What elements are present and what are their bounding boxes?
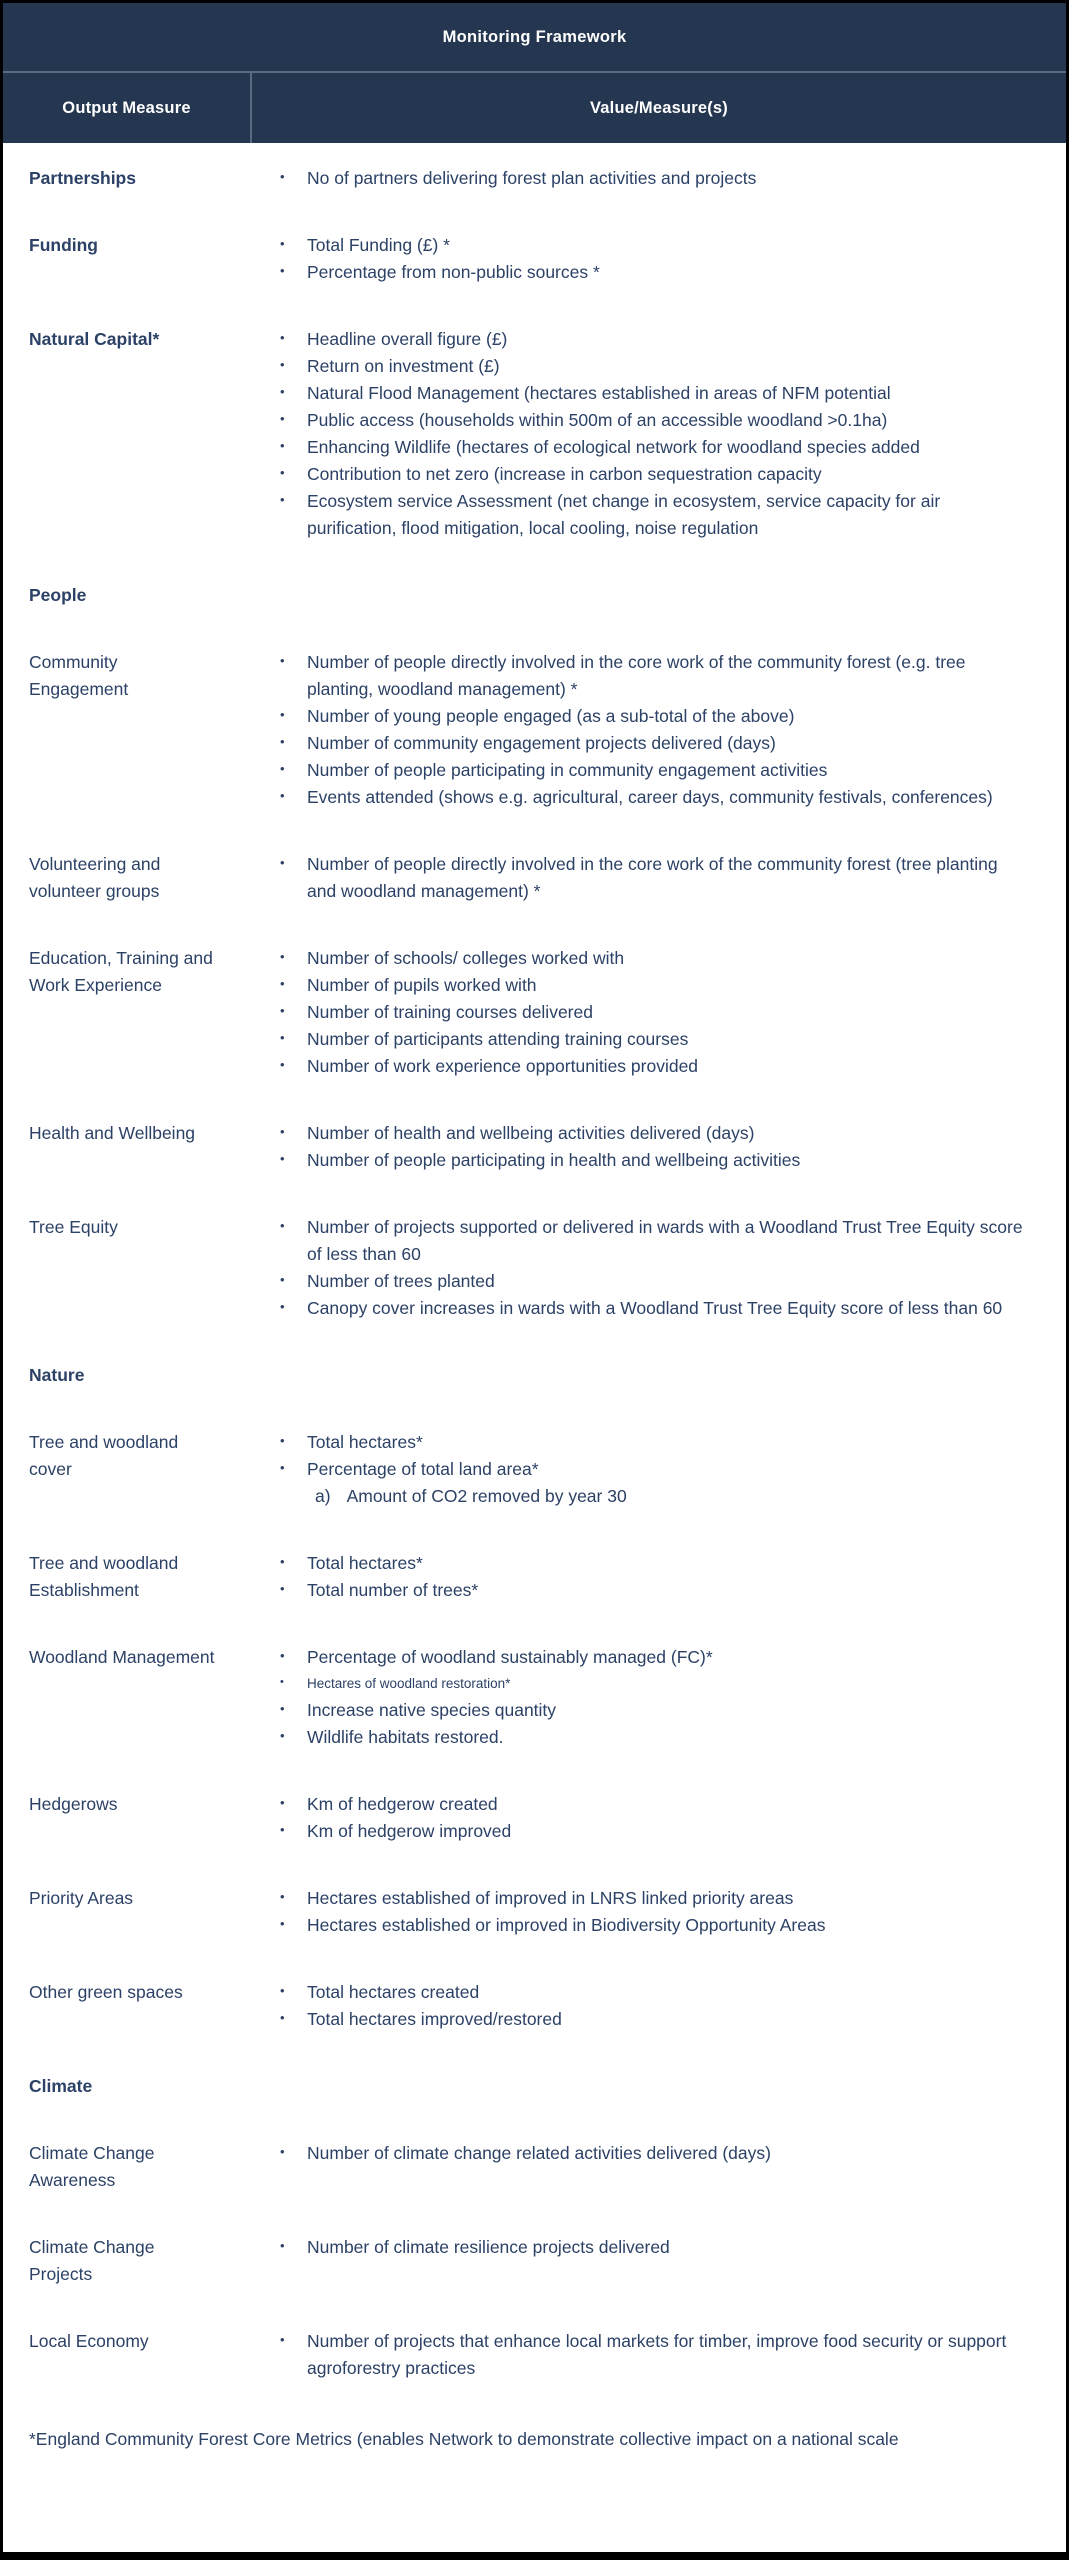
bullet-icon: • bbox=[280, 949, 285, 964]
bullet-icon: • bbox=[280, 1057, 285, 1072]
bullet-list-item bbox=[280, 730, 1036, 757]
bullet-icon: • bbox=[280, 1916, 285, 1931]
bullet-icon: • bbox=[280, 1218, 285, 1233]
bullet-icon: • bbox=[280, 2010, 285, 2025]
bullet-list-item bbox=[280, 259, 1036, 286]
output-measure-label: Community Engagement bbox=[29, 652, 129, 699]
bullet-icon: • bbox=[280, 761, 285, 776]
column-header-output-measure: Output Measure bbox=[3, 73, 252, 143]
value-measures-list bbox=[250, 1791, 1066, 1845]
measure-row bbox=[3, 1624, 1066, 1771]
bullet-list-item bbox=[280, 407, 1036, 434]
bullet-list-item bbox=[280, 757, 1036, 784]
bullet-icon: • bbox=[280, 1272, 285, 1287]
bullet-icon: • bbox=[280, 855, 285, 870]
bullet-list-item bbox=[280, 2140, 1036, 2167]
value-measure-text: Number of training courses delivered bbox=[307, 1002, 593, 1022]
value-measures-list bbox=[250, 649, 1066, 811]
value-measure-text: Events attended (shows e.g. agricultural, career days, community festivals, conferences) bbox=[307, 787, 993, 807]
measure-row bbox=[3, 629, 1066, 831]
bullet-icon: • bbox=[280, 357, 285, 372]
bullet-list-item bbox=[280, 1671, 1036, 1697]
footnote-text: *England Community Forest Core Metrics (enables Network to demonstrate collective impact on a national scale bbox=[29, 2429, 899, 2449]
measure-row bbox=[3, 306, 1066, 562]
bullet-list-item bbox=[280, 1456, 1036, 1483]
value-measures-list bbox=[250, 1644, 1066, 1751]
bullet-list-item bbox=[280, 1053, 1036, 1080]
measure-row bbox=[3, 1959, 1066, 2053]
value-measures-list bbox=[250, 1120, 1066, 1174]
output-measure-label: Tree and woodland cover bbox=[29, 1432, 179, 1479]
bullet-list-item bbox=[280, 1885, 1036, 1912]
value-measure-text: Km of hedgerow created bbox=[307, 1794, 498, 1814]
bullet-icon: • bbox=[280, 1795, 285, 1810]
bullet-list-item bbox=[280, 1644, 1036, 1671]
value-measures-list bbox=[250, 1979, 1066, 2033]
measure-row bbox=[3, 2214, 1066, 2308]
value-measures-list bbox=[250, 1550, 1066, 1604]
bullet-list-item bbox=[280, 1818, 1036, 1845]
output-measure-label: Natural Capital* bbox=[29, 329, 160, 349]
bullet-icon: • bbox=[280, 788, 285, 803]
value-measure-text: Contribution to net zero (increase in carbon sequestration capacity bbox=[307, 464, 822, 484]
value-measure-text: Wildlife habitats restored. bbox=[307, 1727, 504, 1747]
bullet-list-item bbox=[280, 1697, 1036, 1724]
bullet-icon: • bbox=[280, 2332, 285, 2347]
table-body bbox=[3, 143, 1066, 2552]
bullet-icon: • bbox=[280, 1701, 285, 1716]
measure-row bbox=[3, 831, 1066, 925]
bullet-list-item bbox=[280, 1912, 1036, 1939]
measure-row bbox=[3, 1409, 1066, 1530]
value-measure-text: Total hectares* bbox=[307, 1432, 423, 1452]
bullet-icon: • bbox=[280, 653, 285, 668]
value-measure-text: Hectares established of improved in LNRS linked priority areas bbox=[307, 1888, 794, 1908]
value-measure-text: Amount of CO2 removed by year 30 bbox=[346, 1486, 627, 1506]
bullet-icon: • bbox=[280, 1460, 285, 1475]
measure-row bbox=[3, 1530, 1066, 1624]
value-measure-text: Percentage of woodland sustainably managed (FC)* bbox=[307, 1647, 713, 1667]
output-measure-label: Woodland Management bbox=[29, 1647, 215, 1667]
column-header-value-measures: Value/Measure(s) bbox=[589, 98, 728, 117]
value-measure-text: Percentage of total land area* bbox=[307, 1459, 539, 1479]
bullet-icon: • bbox=[280, 236, 285, 251]
value-measures-list bbox=[250, 851, 1066, 905]
value-measures-list bbox=[250, 165, 1066, 192]
value-measure-text: Ecosystem service Assessment (net change in ecosystem, service capacity for air purification, flood mitigation, local cooling, noise regulation bbox=[307, 491, 941, 538]
bullet-list-item bbox=[280, 999, 1036, 1026]
table-title-row bbox=[3, 3, 1066, 73]
bullet-list-item bbox=[280, 232, 1036, 259]
bullet-list-item bbox=[280, 1120, 1036, 1147]
bullet-list-item bbox=[280, 488, 1036, 542]
bullet-icon: • bbox=[280, 438, 285, 453]
output-measure-label: Tree Equity bbox=[29, 1217, 118, 1237]
bullet-list-item bbox=[280, 326, 1036, 353]
value-measure-text: Return on investment (£) bbox=[307, 356, 500, 376]
bullet-icon: • bbox=[280, 1554, 285, 1569]
output-measure-label: Hedgerows bbox=[29, 1794, 118, 1814]
bullet-icon: • bbox=[280, 492, 285, 507]
bullet-list-item bbox=[280, 1979, 1036, 2006]
value-measure-text: Number of pupils worked with bbox=[307, 975, 537, 995]
bullet-icon: • bbox=[280, 2238, 285, 2253]
measure-row bbox=[3, 145, 1066, 212]
value-measure-text: Total hectares created bbox=[307, 1982, 480, 2002]
value-measure-text: Number of trees planted bbox=[307, 1271, 495, 1291]
value-measure-text: Number of climate change related activities delivered (days) bbox=[307, 2143, 771, 2163]
value-measure-text: Headline overall figure (£) bbox=[307, 329, 508, 349]
value-measure-text: Number of health and wellbeing activities delivered (days) bbox=[307, 1123, 755, 1143]
bullet-list-item bbox=[280, 1791, 1036, 1818]
bullet-icon: • bbox=[280, 1124, 285, 1139]
value-measures-list bbox=[250, 2234, 1066, 2288]
footnote-row bbox=[3, 2402, 1066, 2473]
bullet-list-item bbox=[280, 1268, 1036, 1295]
value-measure-text: Number of young people engaged (as a sub-total of the above) bbox=[307, 706, 795, 726]
value-measures-list bbox=[250, 1885, 1066, 1939]
output-measure-label: Health and Wellbeing bbox=[29, 1123, 196, 1143]
bullet-list-item bbox=[280, 1577, 1036, 1604]
measure-row bbox=[3, 1100, 1066, 1194]
bullet-icon: • bbox=[280, 1151, 285, 1166]
value-measure-text: Total hectares* bbox=[307, 1553, 423, 1573]
bullet-list-item bbox=[280, 649, 1036, 703]
bullet-list-item bbox=[280, 1724, 1036, 1751]
bullet-icon: • bbox=[280, 1822, 285, 1837]
bullet-list-item bbox=[280, 461, 1036, 488]
value-measure-text: Increase native species quantity bbox=[307, 1700, 557, 1720]
bullet-list-item bbox=[280, 2328, 1036, 2382]
bottom-bar bbox=[3, 2552, 1066, 2560]
value-measures-list bbox=[250, 232, 1066, 286]
bullet-list-item bbox=[280, 1295, 1036, 1322]
bullet-list-item bbox=[280, 851, 1036, 905]
column-header-row bbox=[3, 73, 1066, 143]
bullet-icon: • bbox=[280, 1676, 284, 1688]
bullet-icon: • bbox=[280, 169, 285, 184]
bullet-icon: • bbox=[280, 411, 285, 426]
output-measure-label: People bbox=[29, 585, 87, 605]
value-measure-text: Number of projects that enhance local markets for timber, improve food security or support agroforestry practices bbox=[307, 2331, 1007, 2378]
value-measure-text: Canopy cover increases in wards with a Woodland Trust Tree Equity score of less than 60 bbox=[307, 1298, 1003, 1318]
value-measure-text: Number of climate resilience projects delivered bbox=[307, 2237, 670, 2257]
bullet-list-item bbox=[280, 1147, 1036, 1174]
bullet-list-item bbox=[280, 945, 1036, 972]
section-header-row bbox=[3, 562, 1066, 629]
bullet-icon: • bbox=[280, 1433, 285, 1448]
output-measure-label: Volunteering and volunteer groups bbox=[29, 854, 161, 901]
value-measures-list bbox=[250, 2328, 1066, 2382]
output-measure-label: Education, Training and Work Experience bbox=[29, 948, 213, 995]
measure-row bbox=[3, 1194, 1066, 1342]
value-measure-text: Public access (households within 500m of an accessible woodland >0.1ha) bbox=[307, 410, 888, 430]
lettered-sub-item bbox=[280, 1483, 1036, 1510]
value-measures-list bbox=[250, 1429, 1066, 1510]
value-measure-text: Number of people directly involved in the core work of the community forest (e.g. tree planting, woodland management) * bbox=[307, 652, 966, 699]
bullet-icon: • bbox=[280, 384, 285, 399]
value-measure-text: Number of people participating in health and wellbeing activities bbox=[307, 1150, 801, 1170]
bullet-icon: • bbox=[280, 707, 285, 722]
value-measure-text: Number of people directly involved in the core work of the community forest (tree planting and woodland management) * bbox=[307, 854, 998, 901]
bullet-list-item bbox=[280, 784, 1036, 811]
bullet-list-item bbox=[280, 1429, 1036, 1456]
bullet-list-item bbox=[280, 165, 1036, 192]
bullet-icon: • bbox=[280, 1299, 285, 1314]
value-measure-text: Enhancing Wildlife (hectares of ecological network for woodland species added bbox=[307, 437, 920, 457]
value-measure-text: Hectares of woodland restoration* bbox=[307, 1676, 511, 1691]
measure-row bbox=[3, 1865, 1066, 1959]
measure-row bbox=[3, 2308, 1066, 2402]
value-measure-text: Number of community engagement projects delivered (days) bbox=[307, 733, 776, 753]
bullet-list-item bbox=[280, 1214, 1036, 1268]
value-measures-list bbox=[250, 2140, 1066, 2194]
value-measure-text: Natural Flood Management (hectares established in areas of NFM potential bbox=[307, 383, 891, 403]
bullet-list-item bbox=[280, 703, 1036, 730]
value-measure-text: Percentage from non-public sources * bbox=[307, 262, 600, 282]
bullet-icon: • bbox=[280, 1648, 285, 1663]
value-measure-text: Number of projects supported or delivered in wards with a Woodland Trust Tree Equity score of less than 60 bbox=[307, 1217, 1023, 1264]
bullet-list-item bbox=[280, 380, 1036, 407]
value-measure-text: Total hectares improved/restored bbox=[307, 2009, 562, 2029]
bullet-icon: • bbox=[280, 263, 285, 278]
bullet-icon: • bbox=[280, 1983, 285, 1998]
value-measure-text: Number of people participating in community engagement activities bbox=[307, 760, 828, 780]
value-measure-text: No of partners delivering forest plan activities and projects bbox=[307, 168, 757, 188]
output-measure-label: Priority Areas bbox=[29, 1888, 134, 1908]
output-measure-label: Local Economy bbox=[29, 2331, 149, 2351]
output-measure-label: Other green spaces bbox=[29, 1982, 183, 2002]
table-title: Monitoring Framework bbox=[442, 27, 627, 46]
bullet-list-item bbox=[280, 2006, 1036, 2033]
value-measure-text: Number of participants attending training courses bbox=[307, 1029, 689, 1049]
output-measure-label: Partnerships bbox=[29, 168, 136, 188]
value-measure-text: Total Funding (£) * bbox=[307, 235, 450, 255]
measure-row bbox=[3, 925, 1066, 1100]
output-measure-label: Nature bbox=[29, 1365, 85, 1385]
bullet-icon: • bbox=[280, 465, 285, 480]
bullet-icon: • bbox=[280, 1581, 285, 1596]
output-measure-label: Funding bbox=[29, 235, 99, 255]
output-measure-label: Climate Change Awareness bbox=[29, 2143, 155, 2190]
value-measure-text: Number of work experience opportunities provided bbox=[307, 1056, 699, 1076]
bullet-list-item bbox=[280, 434, 1036, 461]
bullet-icon: • bbox=[280, 2144, 285, 2159]
bullet-list-item bbox=[280, 1026, 1036, 1053]
output-measure-label: Climate bbox=[29, 2076, 93, 2096]
value-measure-text: Km of hedgerow improved bbox=[307, 1821, 512, 1841]
sub-item-letter: a) bbox=[315, 1486, 331, 1506]
value-measures-list bbox=[250, 945, 1066, 1080]
bullet-list-item bbox=[280, 972, 1036, 999]
bullet-list-item bbox=[280, 353, 1036, 380]
value-measure-text: Total number of trees* bbox=[307, 1580, 479, 1600]
bullet-icon: • bbox=[280, 1889, 285, 1904]
bullet-icon: • bbox=[280, 1030, 285, 1045]
bullet-icon: • bbox=[280, 1728, 285, 1743]
value-measure-text: Hectares established or improved in Biodiversity Opportunity Areas bbox=[307, 1915, 826, 1935]
measure-row bbox=[3, 212, 1066, 306]
output-measure-label: Climate Change Projects bbox=[29, 2237, 155, 2284]
section-header-row bbox=[3, 1342, 1066, 1409]
bullet-icon: • bbox=[280, 1003, 285, 1018]
bullet-list-item bbox=[280, 2234, 1036, 2261]
section-header-row bbox=[3, 2053, 1066, 2120]
value-measure-text: Number of schools/ colleges worked with bbox=[307, 948, 625, 968]
output-measure-label: Tree and woodland Establishment bbox=[29, 1553, 179, 1600]
measure-row bbox=[3, 2120, 1066, 2214]
value-measures-list bbox=[250, 326, 1066, 542]
value-measures-list bbox=[250, 1214, 1066, 1322]
measure-row bbox=[3, 1771, 1066, 1865]
bullet-icon: • bbox=[280, 330, 285, 345]
bullet-list-item bbox=[280, 1550, 1036, 1577]
bullet-icon: • bbox=[280, 976, 285, 991]
bullet-icon: • bbox=[280, 734, 285, 749]
